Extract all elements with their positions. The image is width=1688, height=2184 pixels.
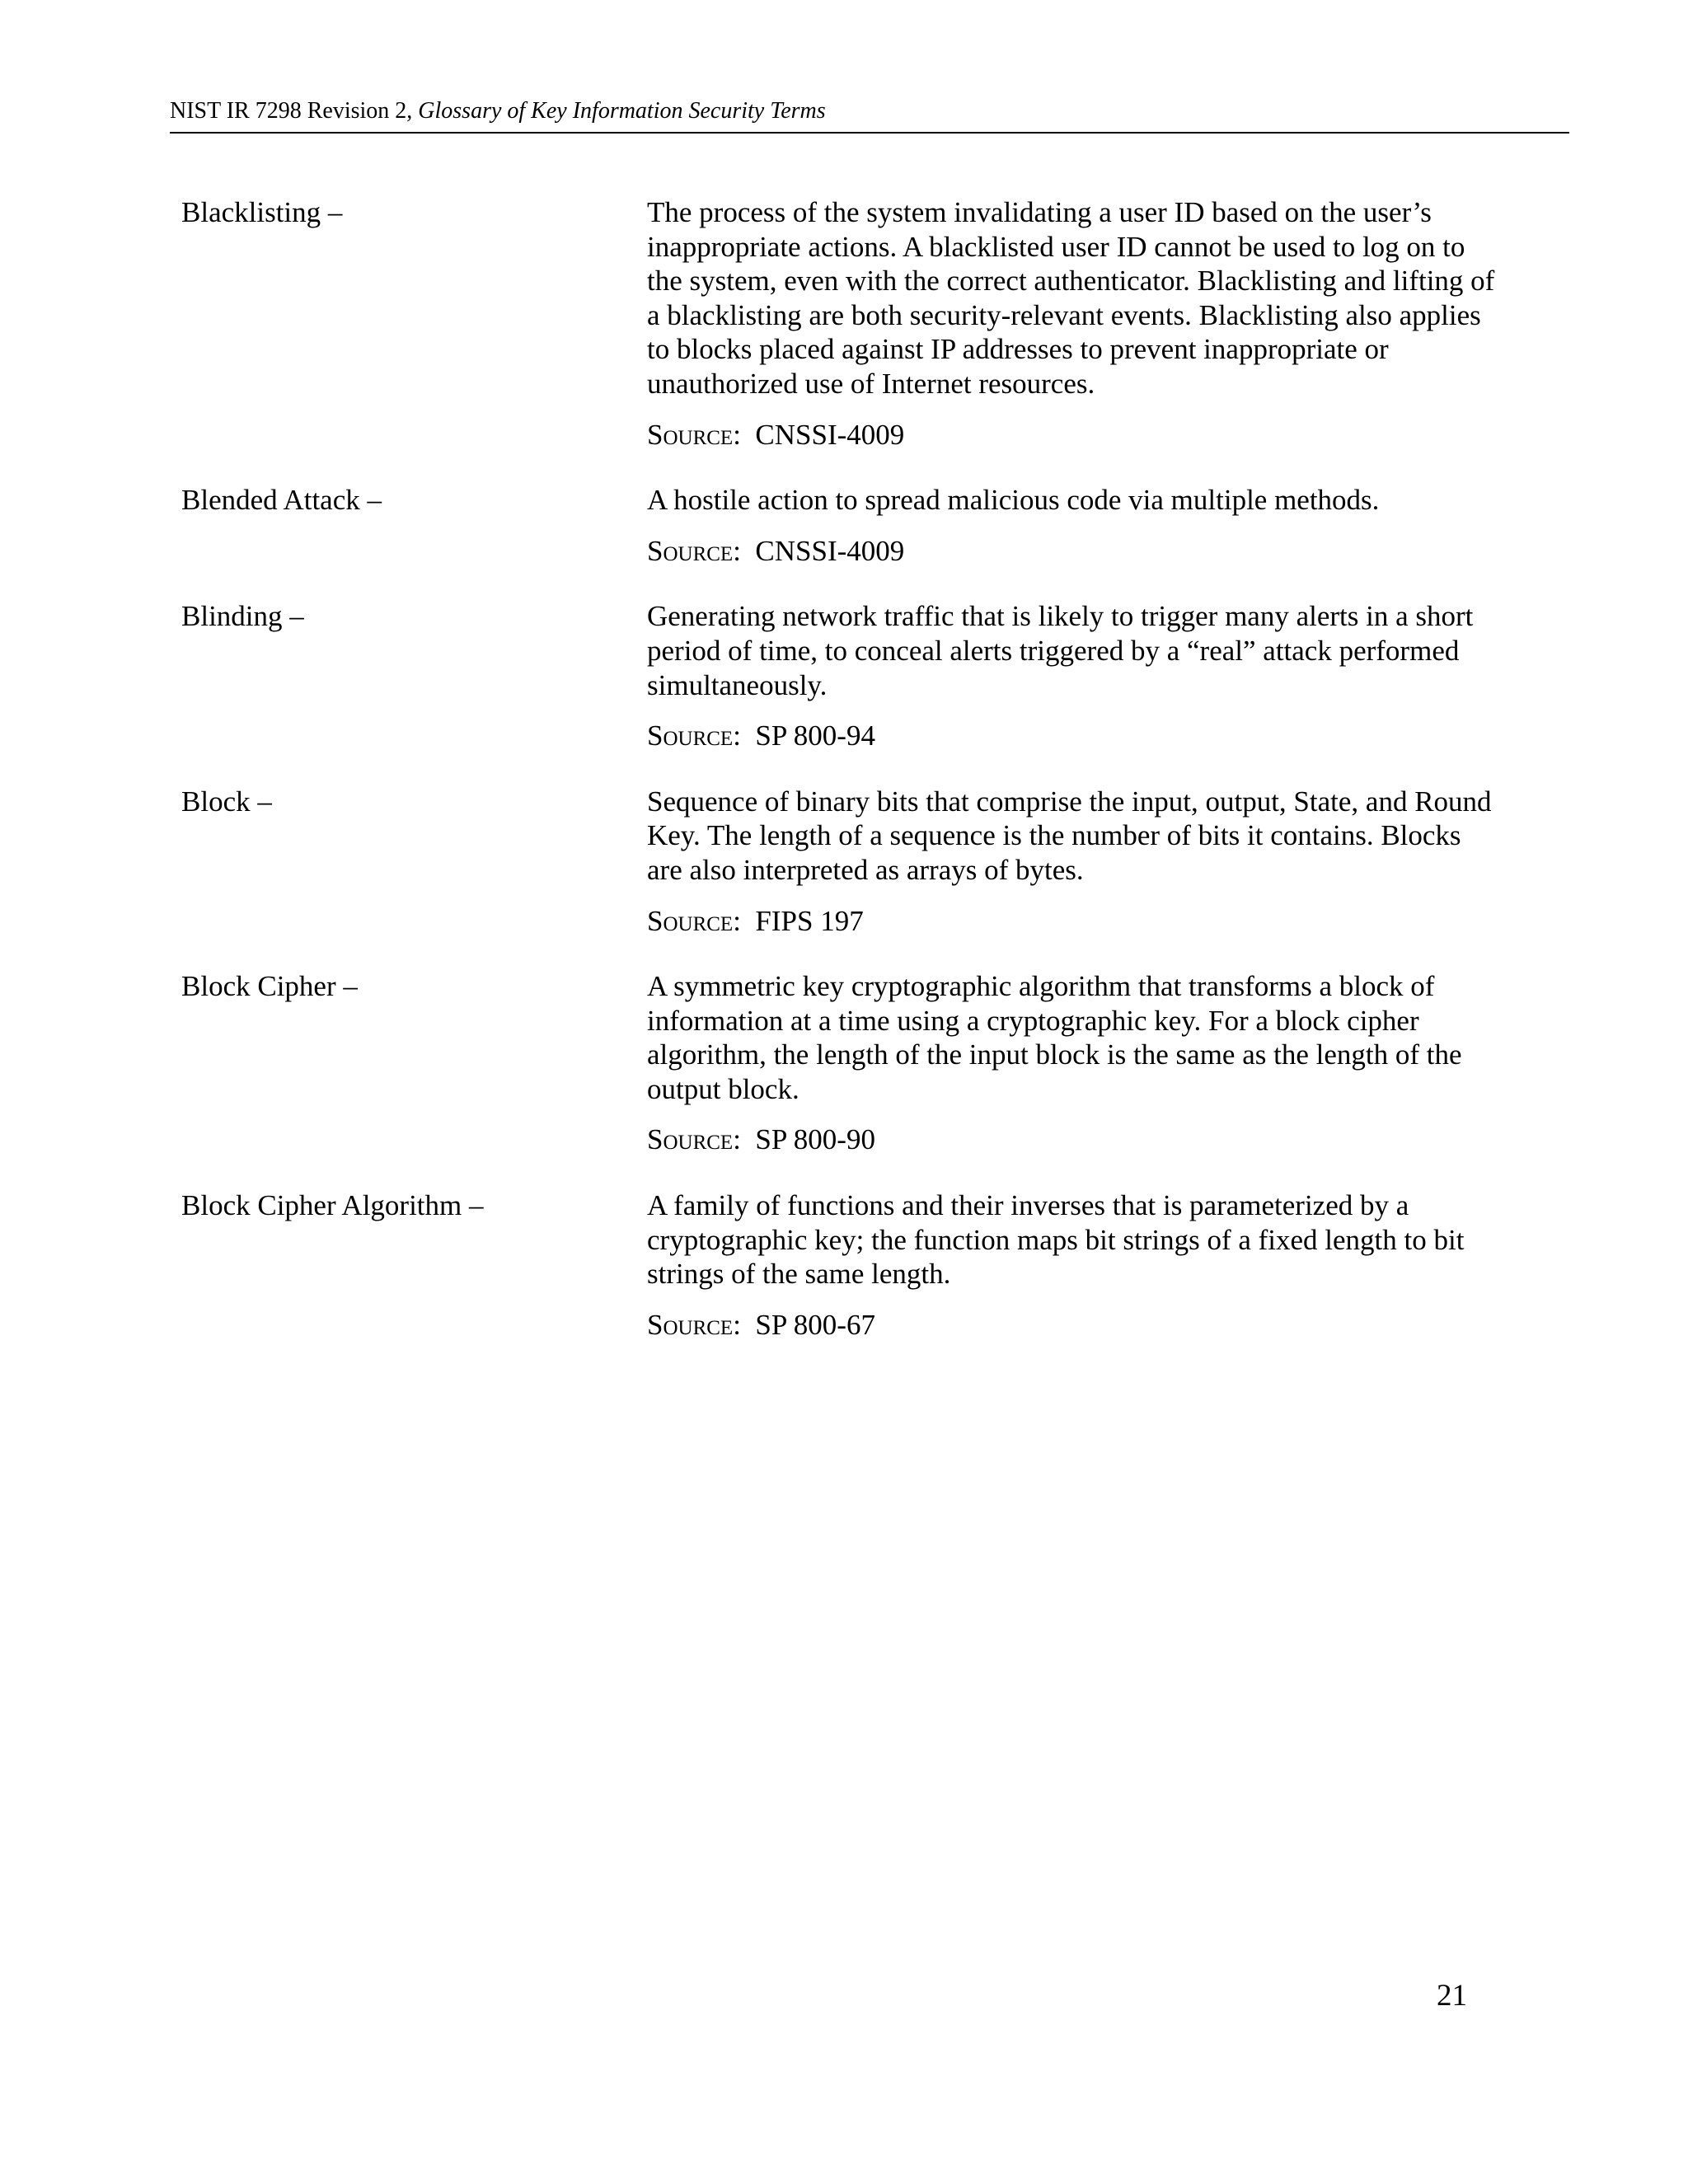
source-label: Source: [647,719,741,752]
source-line [647,1308,1500,1343]
glossary-entry [181,599,1500,752]
definition-column [647,785,1500,938]
glossary-entry [181,1188,1500,1342]
glossary-definition: A family of functions and their inverses that is parameterized by a cryptographic key; the function maps bit strings of a fixed length to bit strings of the same length. [647,1189,1465,1291]
definition-column [647,195,1500,452]
source-value: FIPS 197 [755,904,864,937]
glossary-definition: A symmetric key cryptographic algorithm that transforms a block of information at a time using a cryptographic key. For a block cipher algorithm, the length of the input block is the same as the length of the output block. [647,970,1462,1105]
definition-column [647,599,1500,752]
source-line [647,719,1500,753]
glossary-term: Blended Attack – [181,484,382,517]
source-label: Source: [647,418,741,451]
glossary-definition: The process of the system invalidating a user ID based on the user’s inappropriate actions. A blacklisted user ID cannot be used to log on to the system, even with the correct authenticator. Blacklisting and lifting of a blacklisting are both security-relevant events. Blacklisting also applies to blocks placed against IP addresses to prevent inappropriate or unauthorized use of Internet resources. [647,196,1495,400]
glossary-entry [181,483,1500,568]
glossary-term: Block – [181,785,272,818]
glossary-term: Block Cipher Algorithm – [181,1189,484,1222]
definition-column [647,1188,1500,1342]
definition-column [647,969,1500,1157]
glossary-term: Block Cipher – [181,970,358,1003]
source-line [647,904,1500,939]
glossary-definition: Generating network traffic that is likely to trigger many alerts in a short period of time, to conceal alerts triggered by a “real” attack performed simultaneously. [647,600,1474,701]
source-label: Source: [647,1123,741,1156]
definition-column [647,483,1500,568]
source-value: SP 800-67 [755,1308,875,1341]
glossary-entry [181,195,1500,452]
source-line [647,534,1500,569]
glossary-definition: Sequence of binary bits that comprise the input, output, State, and Round Key. The length of a sequence is the number of bits it contains. Blocks are also interpreted as arrays of bytes. [647,785,1492,886]
glossary-definition: A hostile action to spread malicious code via multiple methods. [647,484,1380,517]
source-value: SP 800-90 [755,1123,875,1156]
header-title: Glossary of Key Information Security Terms [418,98,826,124]
source-value: CNSSI-4009 [755,418,905,451]
source-label: Source: [647,1308,741,1341]
source-label: Source: [647,534,741,567]
glossary-term: Blinding – [181,600,304,633]
source-value: CNSSI-4009 [755,534,905,567]
source-label: Source: [647,904,741,937]
glossary-term: Blacklisting – [181,196,343,228]
glossary-entry [181,969,1500,1157]
header-prefix: NIST IR 7298 Revision 2, [170,98,419,124]
source-line [647,1122,1500,1157]
glossary-entry [181,785,1500,938]
glossary-entries [181,195,1500,1373]
running-header [170,97,1569,134]
source-value: SP 800-94 [755,719,875,752]
page-number: 21 [1437,1979,1467,2013]
source-line [647,418,1500,452]
